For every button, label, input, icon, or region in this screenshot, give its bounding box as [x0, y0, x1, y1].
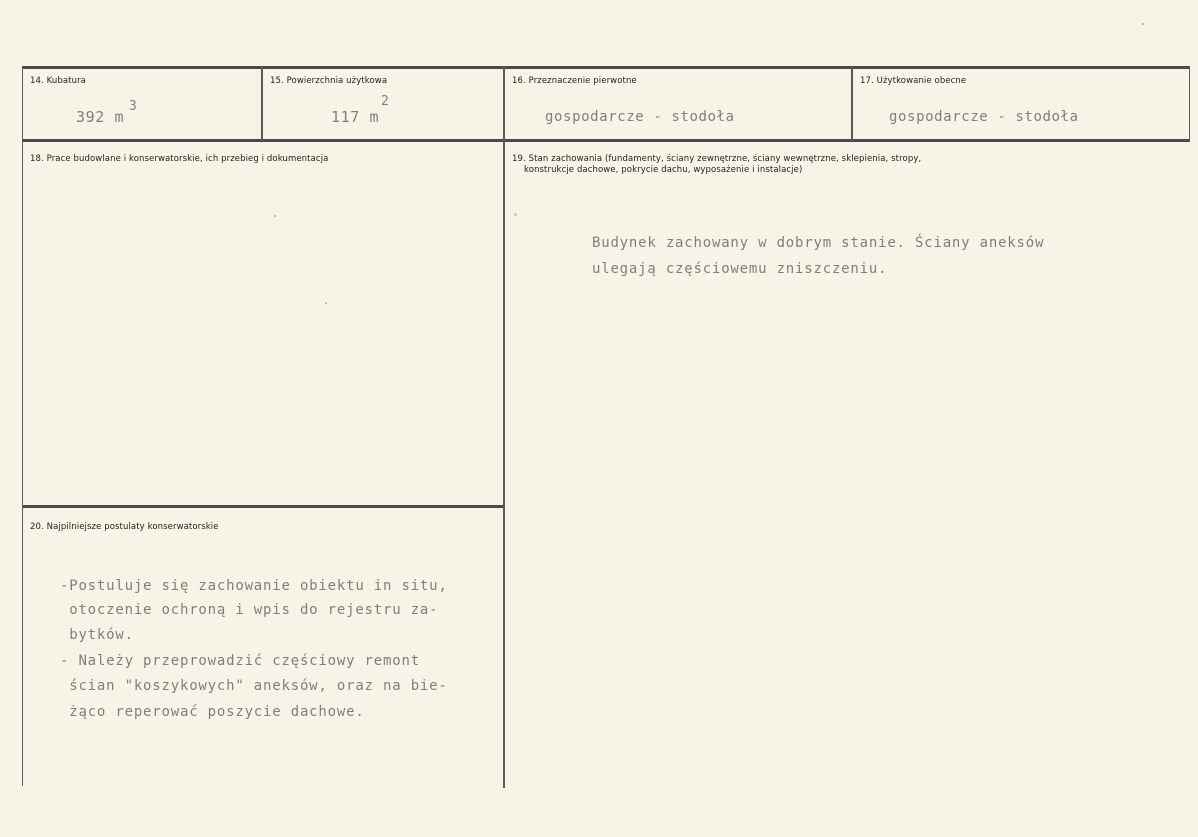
- top-rule: [22, 66, 1190, 69]
- postulaty-line-6: żąco reperować poszycie dachowe.: [60, 704, 365, 720]
- przeznaczenie-pierwotne-label: 16. Przeznaczenie pierwotne: [512, 76, 637, 86]
- przeznaczenie-pierwotne-value: gospodarcze - stodoła: [545, 109, 735, 125]
- postulaty-line-4: - Należy przeprowadzić częściowy remont: [60, 653, 420, 669]
- divider-14-15: [261, 66, 263, 141]
- powierzchnia-label: 15. Powierzchnia użytkowa: [270, 76, 388, 86]
- powierzchnia-unit-exponent: 2: [381, 94, 389, 109]
- prace-budowlane-label: 18. Prace budowlane i konserwatorskie, ich przebieg i dokumentacja: [30, 154, 329, 164]
- uzytkowanie-obecne-value: gospodarcze - stodoła: [889, 109, 1079, 125]
- postulaty-line-3: bytków.: [60, 627, 134, 643]
- paper-speck: [514, 213, 517, 216]
- stan-zachowania-line-2: ulegają częściowemu zniszczeniu.: [592, 261, 888, 277]
- powierzchnia-value: 117 m: [331, 108, 380, 126]
- row1-bottom-rule: [22, 139, 1190, 142]
- postulaty-line-1: -Postuluje się zachowanie obiektu in situ,: [60, 578, 448, 594]
- kubatura-value: 392 m: [76, 108, 125, 126]
- postulaty-label: 20. Najpilniejsze postulaty konserwatorskie: [30, 522, 219, 532]
- paper-speck: [1142, 23, 1144, 25]
- paper-speck: [325, 302, 327, 304]
- kubatura-label: 14. Kubatura: [30, 76, 86, 86]
- kubatura-unit-exponent: 3: [129, 99, 137, 114]
- stan-zachowania-label-line1: 19. Stan zachowania (fundamenty, ściany zewnętrzne, ściany wewnętrzne, sklepienia, stropy,: [512, 154, 922, 164]
- divider-center: [503, 66, 505, 788]
- divider-16-17: [851, 66, 853, 141]
- left-border: [22, 66, 23, 786]
- postulaty-line-5: ścian "koszykowych" aneksów, oraz na bie-: [60, 678, 448, 694]
- stan-zachowania-line-1: Budynek zachowany w dobrym stanie. Ściany aneksów: [592, 235, 1045, 251]
- paper-speck: [274, 215, 276, 217]
- stan-zachowania-label-line2: konstrukcje dachowe, pokrycie dachu, wyposażenie i instalacje): [524, 165, 803, 175]
- section20-top-rule: [22, 505, 504, 508]
- postulaty-line-2: otoczenie ochroną i wpis do rejestru za-: [60, 602, 439, 618]
- right-border: [1189, 66, 1190, 142]
- uzytkowanie-obecne-label: 17. Użytkowanie obecne: [860, 76, 967, 86]
